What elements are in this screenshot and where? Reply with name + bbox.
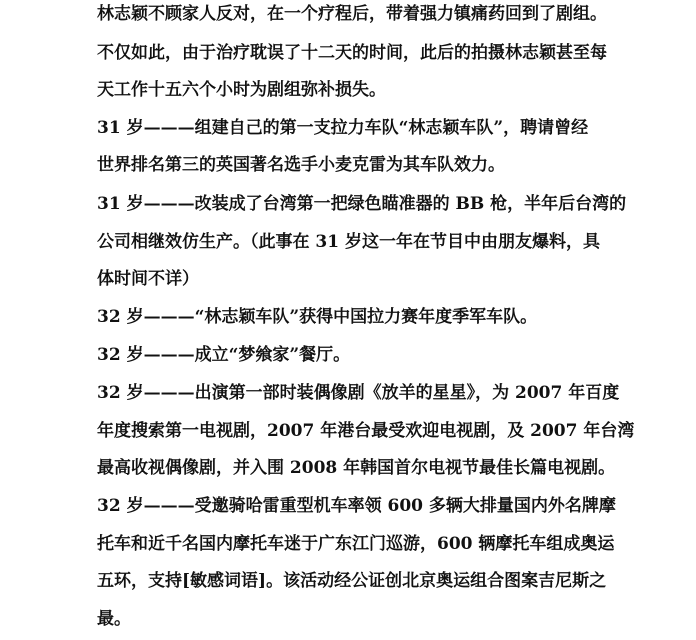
- text-line-10: 32 岁———成立“梦飨家”餐厅。: [97, 345, 351, 365]
- text-line-5: 世界排名第三的英国著名选手小麦克雷为其车队效力。: [97, 155, 505, 175]
- text-line-3: 天工作十五六个小时为剧组弥补损失。: [97, 80, 386, 100]
- text-line-16: 五环，支持[敏感词语]。该活动经公证创北京奥运组合图案吉尼斯之: [97, 571, 607, 591]
- text-line-7: 公司相继效仿生产。（此事在 31 岁这一年在节目中由朋友爆料，具: [97, 232, 600, 252]
- text-line-13: 最高收视偶像剧，并入围 2008 年韩国首尔电视节最佳长篇电视剧。: [97, 458, 616, 478]
- text-line-8: 体时间不详）: [97, 269, 199, 289]
- text-line-11: 32 岁———出演第一部时装偶像剧《放羊的星星》，为 2007 年百度: [97, 383, 620, 403]
- text-line-12: 年度搜索第一电视剧，2007 年港台最受欢迎电视剧，及 2007 年台湾: [97, 421, 635, 441]
- text-line-14: 32 岁———受邀骑哈雷重型机车率领 600 多辆大排量国内外名牌摩: [97, 496, 616, 516]
- text-line-6: 31 岁———改装成了台湾第一把绿色瞄准器的 BB 枪，半年后台湾的: [97, 194, 627, 214]
- text-line-15: 托车和近千名国内摩托车迷于广东江门巡游，600 辆摩托车组成奥运: [97, 534, 615, 554]
- text-line-2: 不仅如此，由于治疗耽误了十二天的时间，此后的拍摄林志颖甚至每: [97, 43, 607, 63]
- text-line-17: 最。: [97, 609, 131, 629]
- text-line-1: 林志颖不顾家人反对，在一个疗程后，带着强力镇痛药回到了剧组。: [97, 4, 607, 24]
- text-line-9: 32 岁———“林志颖车队”获得中国拉力赛年度季军车队。: [97, 307, 538, 327]
- text-line-4: 31 岁———组建自己的第一支拉力车队“林志颖车队”，聘请曾经: [97, 118, 589, 138]
